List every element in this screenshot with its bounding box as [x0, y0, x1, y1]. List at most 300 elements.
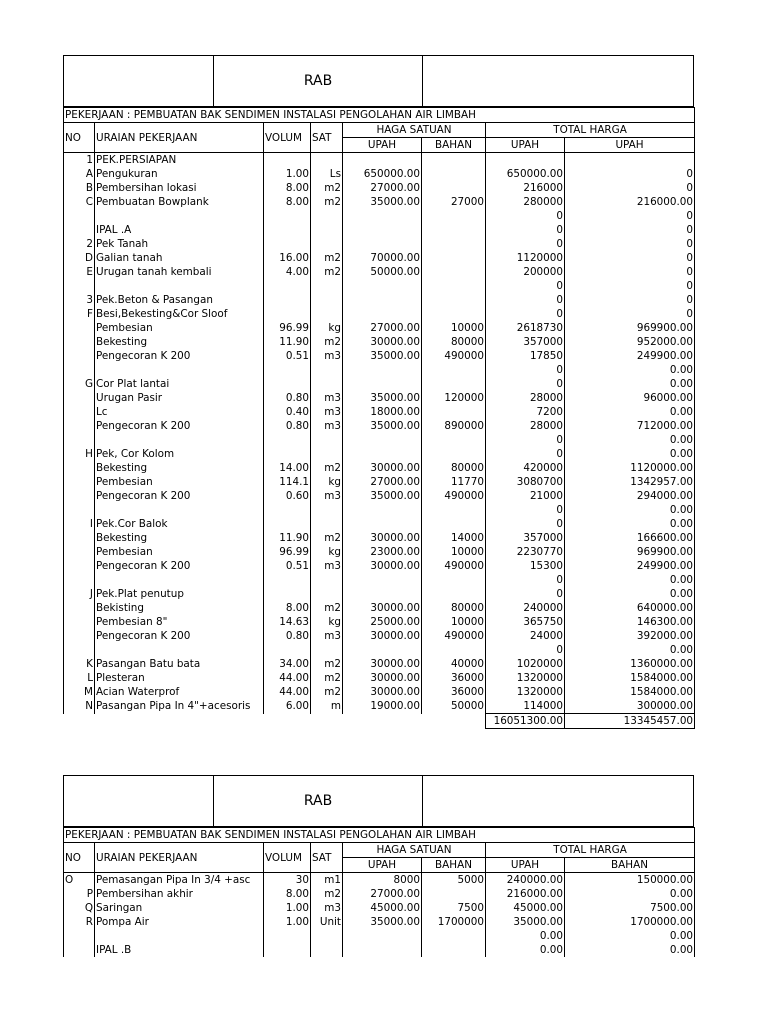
item-unit-upah: 30000.00	[343, 657, 422, 671]
table-row	[64, 153, 695, 168]
item-volume: 8.00	[264, 181, 311, 195]
table-row	[64, 685, 695, 699]
item-no	[64, 475, 95, 489]
item-total-upah: 0	[486, 447, 565, 461]
item-no: C	[64, 195, 95, 209]
item-unit: m2	[311, 251, 343, 265]
item-total-harga: 0	[565, 209, 695, 223]
item-volume: 44.00	[264, 671, 311, 685]
item-unit-bahan	[422, 209, 486, 223]
item-unit-bahan	[422, 307, 486, 321]
subheader-cell: BAHAN	[422, 858, 486, 873]
item-unit-bahan: 10000	[422, 615, 486, 629]
item-description: Plesteran	[95, 671, 264, 685]
item-no	[64, 943, 95, 957]
item-unit-bahan: 490000	[422, 489, 486, 503]
item-unit-bahan: 5000	[422, 873, 486, 888]
item-total-upah: 0	[486, 643, 565, 657]
item-no: M	[64, 685, 95, 699]
item-unit	[311, 447, 343, 461]
item-unit-bahan	[422, 405, 486, 419]
item-no: B	[64, 181, 95, 195]
item-total-harga: 0.00	[565, 503, 695, 517]
item-volume: 8.00	[264, 601, 311, 615]
item-unit-upah: 23000.00	[343, 545, 422, 559]
item-description: Saringan	[95, 901, 264, 915]
table-row	[64, 475, 695, 489]
item-unit-bahan	[422, 943, 486, 957]
item-total-harga: 0	[565, 251, 695, 265]
item-unit: m2	[311, 461, 343, 475]
item-unit-bahan: 40000	[422, 657, 486, 671]
item-no	[64, 321, 95, 335]
item-total-harga	[565, 153, 695, 168]
item-total-upah: 15300	[486, 559, 565, 573]
item-unit-bahan: 50000	[422, 699, 486, 714]
table-row	[64, 335, 695, 349]
item-unit-bahan	[422, 293, 486, 307]
item-no: F	[64, 307, 95, 321]
item-total-upah: 21000	[486, 489, 565, 503]
item-volume: 14.63	[264, 615, 311, 629]
item-total-upah: 2230770	[486, 545, 565, 559]
item-unit-upah	[343, 223, 422, 237]
item-total-harga: 392000.00	[565, 629, 695, 643]
item-no: L	[64, 671, 95, 685]
item-total-harga: 969900.00	[565, 321, 695, 335]
item-unit-upah: 650000.00	[343, 167, 422, 181]
subheader-cell: UPAH	[343, 138, 422, 153]
item-volume: 114.1	[264, 475, 311, 489]
table-row	[64, 643, 695, 657]
subheader-cell: UPAH	[486, 858, 565, 873]
item-unit-upah	[343, 307, 422, 321]
table-row	[64, 167, 695, 181]
item-total-upah: 0	[486, 223, 565, 237]
subheader-cell: UPAH	[565, 138, 695, 153]
table-row	[64, 181, 695, 195]
item-unit-bahan	[422, 643, 486, 657]
table-row	[64, 671, 695, 685]
item-description: IPAL .A	[95, 223, 264, 237]
item-total-harga: 0	[565, 307, 695, 321]
table-row	[64, 873, 695, 888]
item-unit: Unit	[311, 915, 343, 929]
item-volume	[264, 377, 311, 391]
item-volume	[264, 307, 311, 321]
table-row	[64, 503, 695, 517]
item-volume	[264, 279, 311, 293]
item-description	[95, 433, 264, 447]
item-description: Pembersihan lokasi	[95, 181, 264, 195]
item-total-upah: 200000	[486, 265, 565, 279]
item-no: P	[64, 887, 95, 901]
item-description: Urugan tanah kembali	[95, 265, 264, 279]
item-volume: 14.00	[264, 461, 311, 475]
item-total-harga: 96000.00	[565, 391, 695, 405]
item-total-upah: 0	[486, 363, 565, 377]
item-unit: m2	[311, 657, 343, 671]
item-unit-bahan	[422, 181, 486, 195]
item-no	[64, 489, 95, 503]
item-volume: 44.00	[264, 685, 311, 699]
item-unit-bahan	[422, 377, 486, 391]
item-no: I	[64, 517, 95, 531]
item-unit-bahan: 490000	[422, 349, 486, 363]
item-unit-bahan: 490000	[422, 629, 486, 643]
item-description: Pasangan Pipa In 4"+acesoris	[95, 699, 264, 714]
table-row	[64, 915, 695, 929]
item-unit-upah	[343, 517, 422, 531]
item-unit	[311, 237, 343, 251]
item-no: E	[64, 265, 95, 279]
item-total-harga: 146300.00	[565, 615, 695, 629]
item-unit-bahan	[422, 573, 486, 587]
rab-table	[63, 827, 695, 957]
item-description: Pembesian	[95, 545, 264, 559]
item-total-harga: 1120000.00	[565, 461, 695, 475]
header-blank-left	[64, 776, 214, 826]
item-volume: 96.99	[264, 321, 311, 335]
item-unit-upah: 27000.00	[343, 887, 422, 901]
item-no	[64, 629, 95, 643]
item-no	[64, 209, 95, 223]
item-unit: m2	[311, 181, 343, 195]
item-volume: 6.00	[264, 699, 311, 714]
item-volume: 11.90	[264, 531, 311, 545]
item-no	[64, 559, 95, 573]
totals-spacer	[64, 714, 486, 729]
rab-header	[63, 55, 694, 107]
item-description: Pengecoran K 200	[95, 629, 264, 643]
item-unit-upah	[343, 943, 422, 957]
item-unit-upah	[343, 293, 422, 307]
header-harga-satuan: HAGA SATUAN	[343, 843, 486, 858]
item-unit-upah: 35000.00	[343, 419, 422, 433]
item-unit-upah	[343, 237, 422, 251]
item-description: Pengecoran K 200	[95, 419, 264, 433]
item-total-upah: 216000.00	[486, 887, 565, 901]
header-total-harga: TOTAL HARGA	[486, 123, 695, 138]
item-volume	[264, 447, 311, 461]
item-description: Bekesting	[95, 461, 264, 475]
item-unit-upah: 35000.00	[343, 195, 422, 209]
item-total-upah: 114000	[486, 699, 565, 714]
item-unit: kg	[311, 545, 343, 559]
item-volume: 34.00	[264, 657, 311, 671]
item-unit-upah: 27000.00	[343, 181, 422, 195]
item-total-harga: 1342957.00	[565, 475, 695, 489]
item-no	[64, 573, 95, 587]
item-unit: m1	[311, 873, 343, 888]
item-unit: m3	[311, 391, 343, 405]
table-row	[64, 943, 695, 957]
item-total-harga: 0.00	[565, 573, 695, 587]
item-total-upah: 0	[486, 587, 565, 601]
table-row	[64, 901, 695, 915]
item-volume	[264, 209, 311, 223]
item-volume: 11.90	[264, 335, 311, 349]
item-no: N	[64, 699, 95, 714]
item-description: Pek.Cor Balok	[95, 517, 264, 531]
item-description	[95, 929, 264, 943]
item-total-harga: 0	[565, 167, 695, 181]
item-no: H	[64, 447, 95, 461]
item-unit: m3	[311, 405, 343, 419]
item-volume: 16.00	[264, 251, 311, 265]
item-unit-upah: 30000.00	[343, 559, 422, 573]
item-total-upah: 280000	[486, 195, 565, 209]
item-total-harga: 952000.00	[565, 335, 695, 349]
item-total-upah: 357000	[486, 335, 565, 349]
item-total-harga: 712000.00	[565, 419, 695, 433]
item-unit	[311, 377, 343, 391]
item-no: 1	[64, 153, 95, 168]
item-no: A	[64, 167, 95, 181]
item-total-harga: 150000.00	[565, 873, 695, 888]
item-no: D	[64, 251, 95, 265]
table-row	[64, 405, 695, 419]
item-volume	[264, 237, 311, 251]
item-total-upah: 7200	[486, 405, 565, 419]
rab-title: RAB	[214, 56, 423, 106]
item-total-upah: 216000	[486, 181, 565, 195]
item-unit: kg	[311, 321, 343, 335]
item-volume: 1.00	[264, 167, 311, 181]
item-total-harga: 0.00	[565, 887, 695, 901]
item-unit	[311, 307, 343, 321]
item-total-harga: 1584000.00	[565, 671, 695, 685]
header-harga-satuan: HAGA SATUAN	[343, 123, 486, 138]
item-no: 2	[64, 237, 95, 251]
item-unit	[311, 293, 343, 307]
item-volume	[264, 587, 311, 601]
item-total-upah: 24000	[486, 629, 565, 643]
item-unit: m2	[311, 531, 343, 545]
item-total-upah: 357000	[486, 531, 565, 545]
item-total-harga: 1584000.00	[565, 685, 695, 699]
item-unit-bahan	[422, 587, 486, 601]
item-description: Acian Waterprof	[95, 685, 264, 699]
item-unit-bahan: 80000	[422, 461, 486, 475]
item-description: Pek.Plat penutup	[95, 587, 264, 601]
item-unit-bahan: 36000	[422, 685, 486, 699]
item-total-harga: 0.00	[565, 363, 695, 377]
item-description: Bekisting	[95, 601, 264, 615]
item-description: Pemasangan Pipa In 3/4 +asc	[95, 873, 264, 888]
item-no: O	[64, 873, 95, 888]
item-unit-upah	[343, 447, 422, 461]
item-no	[64, 335, 95, 349]
item-unit-upah: 27000.00	[343, 475, 422, 489]
item-unit: m2	[311, 265, 343, 279]
table-row	[64, 377, 695, 391]
item-description: Bekesting	[95, 335, 264, 349]
item-unit	[311, 433, 343, 447]
item-total-upah: 28000	[486, 391, 565, 405]
item-unit-upah: 30000.00	[343, 335, 422, 349]
item-description: Besi,Bekesting&Cor Sloof	[95, 307, 264, 321]
table-row	[64, 251, 695, 265]
item-volume: 30	[264, 873, 311, 888]
item-no	[64, 433, 95, 447]
table-row	[64, 517, 695, 531]
item-total-harga: 1360000.00	[565, 657, 695, 671]
item-unit-upah	[343, 573, 422, 587]
item-unit-bahan	[422, 279, 486, 293]
table-row	[64, 209, 695, 223]
project-row	[64, 108, 695, 123]
item-unit-upah: 30000.00	[343, 629, 422, 643]
item-unit	[311, 223, 343, 237]
item-unit-upah: 70000.00	[343, 251, 422, 265]
item-unit: m3	[311, 419, 343, 433]
item-volume	[264, 363, 311, 377]
item-unit-upah	[343, 587, 422, 601]
item-no	[64, 419, 95, 433]
item-total-upah: 0	[486, 209, 565, 223]
item-total-harga: 7500.00	[565, 901, 695, 915]
item-total-upah: 0.00	[486, 929, 565, 943]
item-total-upah: 0.00	[486, 943, 565, 957]
item-description	[95, 363, 264, 377]
item-unit-upah: 30000.00	[343, 461, 422, 475]
table-row	[64, 929, 695, 943]
table-row	[64, 545, 695, 559]
item-volume: 8.00	[264, 195, 311, 209]
item-no: G	[64, 377, 95, 391]
item-total-upah: 365750	[486, 615, 565, 629]
table-row	[64, 447, 695, 461]
item-total-harga: 300000.00	[565, 699, 695, 714]
item-volume	[264, 223, 311, 237]
header-blank-right	[423, 776, 693, 826]
subheader-cell: BAHAN	[565, 858, 695, 873]
item-unit: Ls	[311, 167, 343, 181]
item-unit: m	[311, 699, 343, 714]
item-no	[64, 545, 95, 559]
item-total-upah	[486, 153, 565, 168]
item-volume	[264, 943, 311, 957]
item-unit-upah	[343, 433, 422, 447]
item-volume	[264, 929, 311, 943]
item-total-harga: 249900.00	[565, 349, 695, 363]
item-no: 3	[64, 293, 95, 307]
item-unit-bahan	[422, 363, 486, 377]
item-unit: m3	[311, 489, 343, 503]
item-volume	[264, 153, 311, 168]
item-unit-bahan: 10000	[422, 545, 486, 559]
item-volume: 4.00	[264, 265, 311, 279]
item-unit-upah: 27000.00	[343, 321, 422, 335]
item-unit	[311, 279, 343, 293]
item-volume: 96.99	[264, 545, 311, 559]
item-total-upah: 0	[486, 279, 565, 293]
subheader-cell: UPAH	[486, 138, 565, 153]
project-title: PEKERJAAN : PEMBUATAN BAK SENDIMEN INSTALASI PENGOLAHAN AIR LIMBAH	[64, 108, 695, 123]
item-total-harga: 0	[565, 265, 695, 279]
table-row	[64, 307, 695, 321]
header-no: NO	[64, 123, 95, 153]
item-total-upah: 1120000	[486, 251, 565, 265]
table-row	[64, 887, 695, 901]
table-row	[64, 629, 695, 643]
item-unit: m3	[311, 629, 343, 643]
item-volume: 0.40	[264, 405, 311, 419]
item-unit-upah: 35000.00	[343, 349, 422, 363]
item-unit: m3	[311, 901, 343, 915]
item-unit: m2	[311, 601, 343, 615]
table-row	[64, 657, 695, 671]
table-row	[64, 363, 695, 377]
table-row	[64, 433, 695, 447]
table-row	[64, 699, 695, 714]
item-no	[64, 461, 95, 475]
item-total-harga: 0.00	[565, 587, 695, 601]
item-no	[64, 503, 95, 517]
table-row	[64, 279, 695, 293]
header-uraian: URAIAN PEKERJAAN	[95, 123, 264, 153]
item-total-upah: 0	[486, 503, 565, 517]
item-description: Pompa Air	[95, 915, 264, 929]
item-description: Urugan Pasir	[95, 391, 264, 405]
item-unit	[311, 209, 343, 223]
item-unit	[311, 503, 343, 517]
item-unit	[311, 363, 343, 377]
rab-table	[63, 107, 695, 729]
item-total-upah: 35000.00	[486, 915, 565, 929]
item-description	[95, 209, 264, 223]
table-row	[64, 615, 695, 629]
item-no: K	[64, 657, 95, 671]
item-volume: 0.80	[264, 629, 311, 643]
item-description: IPAL .B	[95, 943, 264, 957]
item-total-harga: 969900.00	[565, 545, 695, 559]
item-unit-bahan	[422, 929, 486, 943]
item-total-upah: 0	[486, 237, 565, 251]
item-total-upah: 3080700	[486, 475, 565, 489]
item-total-harga: 1700000.00	[565, 915, 695, 929]
item-unit-bahan	[422, 887, 486, 901]
rab-title: RAB	[214, 776, 423, 826]
item-no	[64, 363, 95, 377]
item-unit: m3	[311, 349, 343, 363]
item-no	[64, 223, 95, 237]
item-total-harga: 166600.00	[565, 531, 695, 545]
item-unit-bahan: 36000	[422, 671, 486, 685]
table-row	[64, 391, 695, 405]
item-total-upah: 0	[486, 293, 565, 307]
item-total-harga: 0	[565, 293, 695, 307]
item-unit-upah: 50000.00	[343, 265, 422, 279]
item-unit-upah	[343, 363, 422, 377]
item-unit	[311, 573, 343, 587]
item-unit-bahan: 7500	[422, 901, 486, 915]
item-unit-upah: 35000.00	[343, 391, 422, 405]
item-total-upah: 650000.00	[486, 167, 565, 181]
item-total-harga: 0	[565, 279, 695, 293]
item-description	[95, 503, 264, 517]
item-no	[64, 601, 95, 615]
header-sat: SAT	[311, 843, 343, 873]
item-total-harga: 0.00	[565, 447, 695, 461]
item-unit-bahan	[422, 167, 486, 181]
item-unit	[311, 153, 343, 168]
item-unit: m2	[311, 195, 343, 209]
item-total-harga: 0.00	[565, 405, 695, 419]
item-unit-bahan: 1700000	[422, 915, 486, 929]
item-unit-upah: 30000.00	[343, 601, 422, 615]
